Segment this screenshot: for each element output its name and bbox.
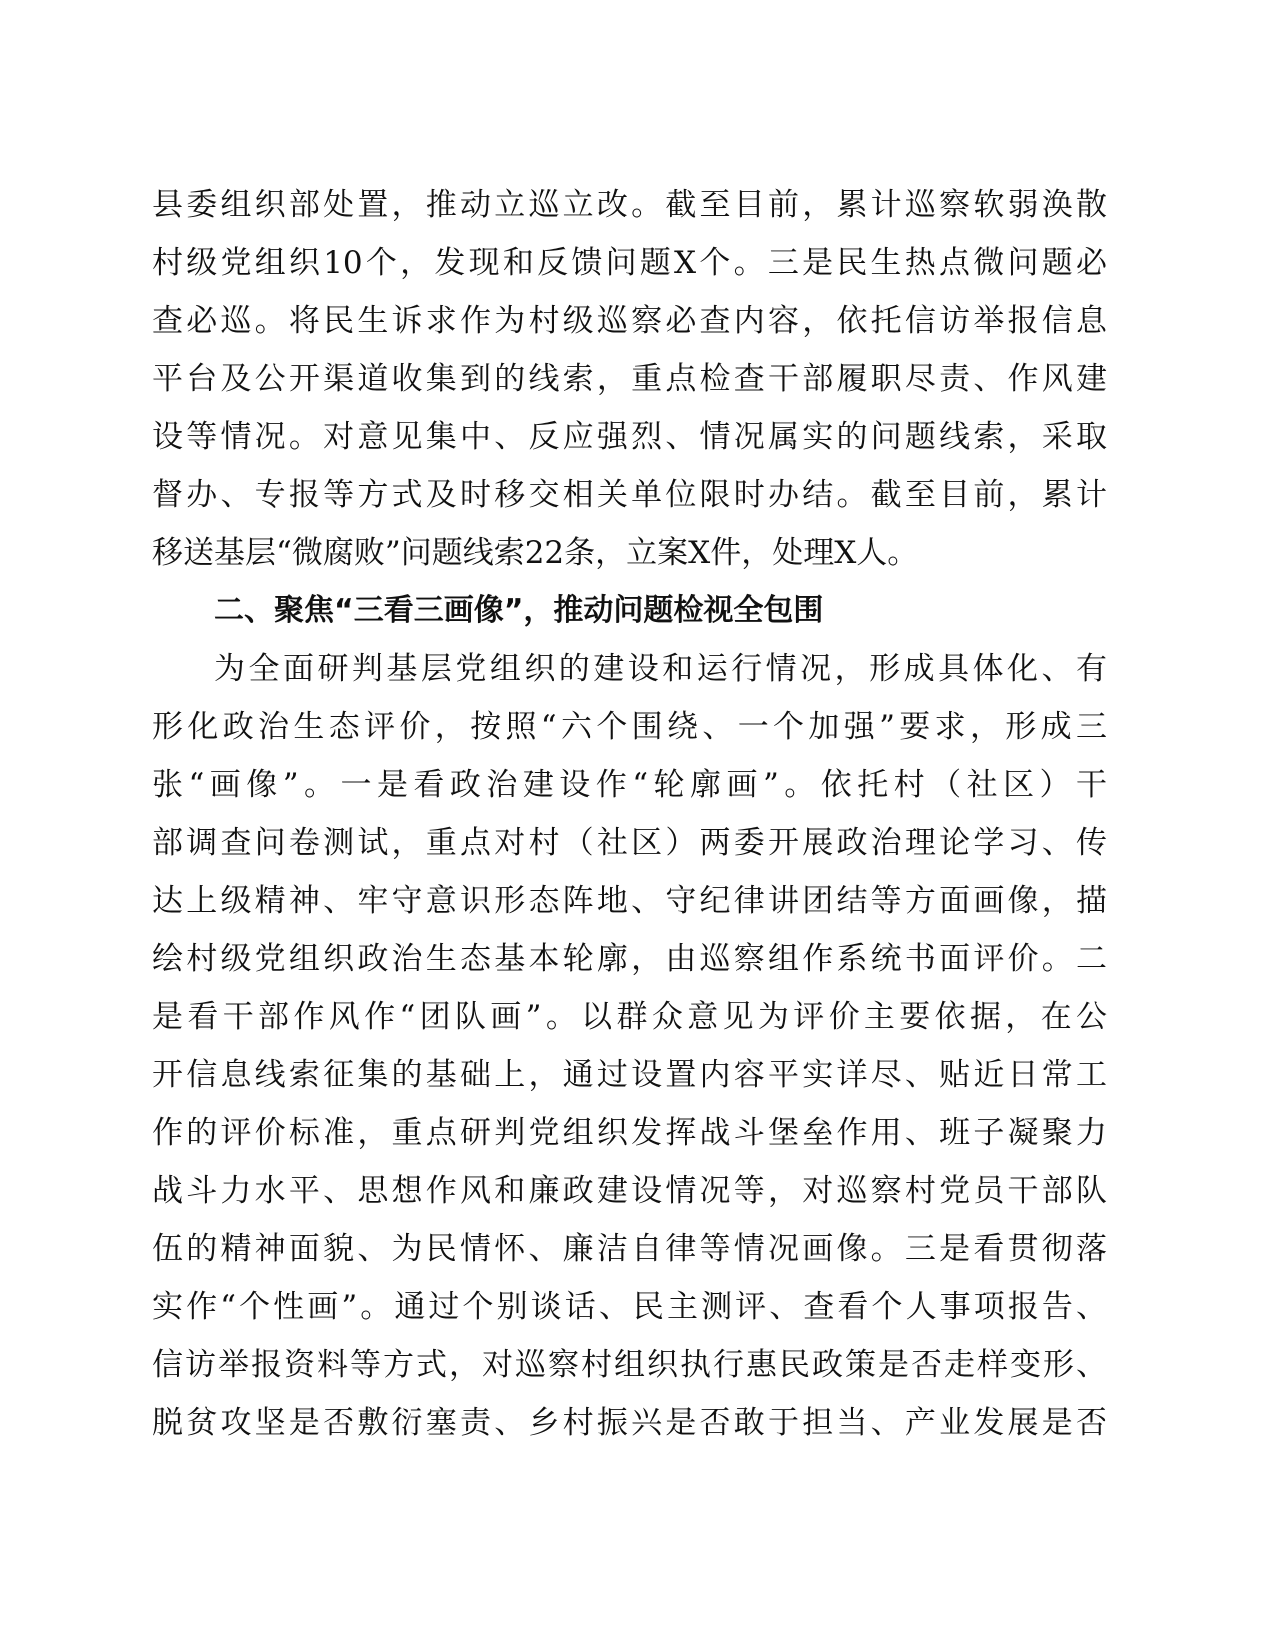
text-line: 达上级精神、牢守意识形态阵地、守纪律讲团结等方面画像，描 — [152, 883, 1107, 919]
text-line: 为全面研判基层党组织的建设和运行情况，形成具体化、有 — [214, 651, 1107, 687]
text-line: 绘村级党组织政治生态基本轮廓，由巡察组作系统书面评价。二 — [152, 941, 1107, 977]
text-line: 移送基层“微腐败”问题线索22条，立案X件，处理X人。 — [152, 535, 919, 571]
text-line: 形化政治生态评价，按照“六个围绕、一个加强”要求，形成三 — [152, 709, 1107, 745]
paragraph — [152, 640, 1107, 1452]
text-line: 战斗力水平、思想作风和廉政建设情况等，对巡察村党员干部队 — [152, 1173, 1107, 1209]
text-line: 作的评价标准，重点研判党组织发挥战斗堡垒作用、班子凝聚力 — [152, 1115, 1107, 1151]
text-line: 是看干部作风作“团队画”。以群众意见为评价主要依据，在公 — [152, 999, 1107, 1035]
text-line: 开信息线索征集的基础上，通过设置内容平实详尽、贴近日常工 — [152, 1057, 1107, 1093]
text-line: 部调查问卷测试，重点对村（社区）两委开展政治理论学习、传 — [152, 825, 1107, 861]
text-line: 村级党组织10个，发现和反馈问题X个。三是民生热点微问题必 — [152, 245, 1107, 281]
section-heading: 二、聚焦“三看三画像”，推动问题检视全包围 — [214, 593, 824, 628]
text-line: 平台及公开渠道收集到的线索，重点检查干部履职尽责、作风建 — [152, 361, 1107, 397]
text-line: 督办、专报等方式及时移交相关单位限时办结。截至目前，累计 — [152, 477, 1107, 513]
text-line: 信访举报资料等方式，对巡察村组织执行惠民政策是否走样变形、 — [152, 1347, 1107, 1383]
text-line: 张“画像”。一是看政治建设作“轮廓画”。依托村（社区）干 — [152, 767, 1107, 803]
text-line: 脱贫攻坚是否敷衍塞责、乡村振兴是否敢于担当、产业发展是否 — [152, 1405, 1107, 1441]
document-page — [152, 176, 1107, 1452]
paragraph-continuation — [152, 176, 1107, 582]
text-line: 县委组织部处置，推动立巡立改。截至目前，累计巡察软弱涣散 — [152, 187, 1107, 223]
text-line: 设等情况。对意见集中、反应强烈、情况属实的问题线索，采取 — [152, 419, 1107, 455]
text-line: 实作“个性画”。通过个别谈话、民主测评、查看个人事项报告、 — [152, 1289, 1107, 1325]
text-line: 伍的精神面貌、为民情怀、廉洁自律等情况画像。三是看贯彻落 — [152, 1231, 1107, 1267]
text-line: 查必巡。将民生诉求作为村级巡察必查内容，依托信访举报信息 — [152, 303, 1107, 339]
